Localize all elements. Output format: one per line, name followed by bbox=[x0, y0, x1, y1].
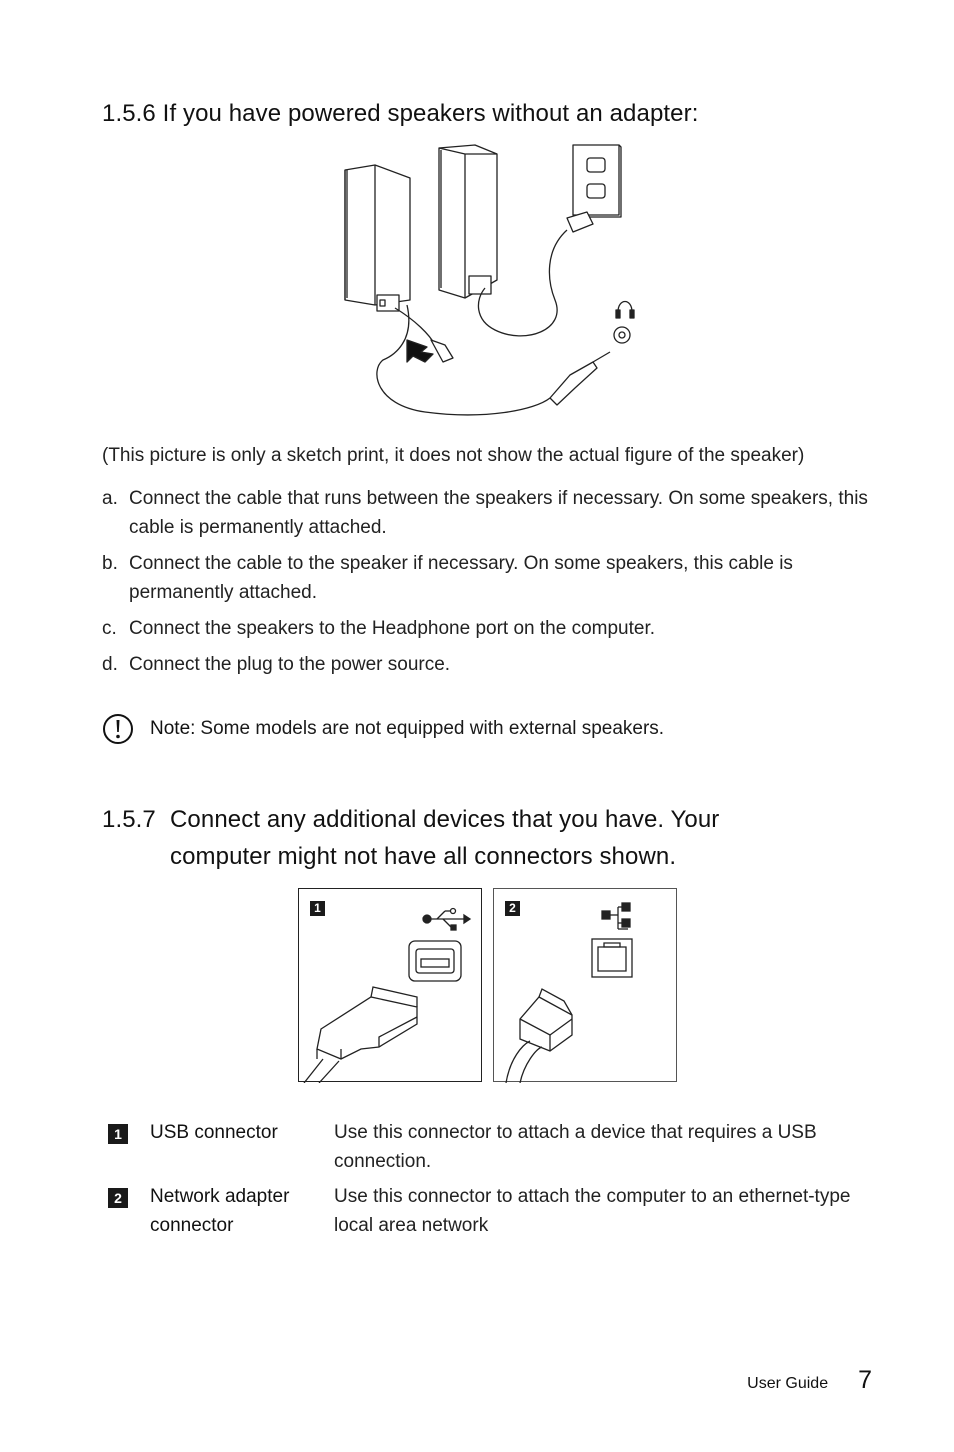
figure-badge: 1 bbox=[310, 901, 325, 916]
network-connector-figure bbox=[493, 888, 677, 1082]
step-letter: b. bbox=[102, 553, 118, 574]
speaker-illustration bbox=[335, 140, 645, 420]
legend-badge: 1 bbox=[108, 1124, 128, 1144]
exclamation-circle-icon bbox=[102, 713, 134, 745]
page-number: 7 bbox=[858, 1366, 872, 1394]
legend-name bbox=[128, 1118, 334, 1176]
section-heading-1-5-6 bbox=[102, 100, 698, 128]
note-text: Some models are not equipped with external speakers. bbox=[200, 718, 665, 739]
step-letter: d. bbox=[102, 654, 118, 675]
section-title-line1: Connect any additional devices that you have. Your bbox=[170, 806, 720, 833]
step-item bbox=[102, 484, 882, 542]
legend-row bbox=[108, 1118, 868, 1176]
figure-caption: (This picture is only a sketch print, it does not show the actual figure of the speaker) bbox=[102, 445, 805, 466]
legend-name-line2: connector bbox=[150, 1215, 234, 1236]
section-title: If you have powered speakers without an adapter: bbox=[162, 100, 699, 127]
step-item bbox=[102, 549, 882, 607]
legend-row bbox=[108, 1182, 868, 1240]
legend-badge: 2 bbox=[108, 1188, 128, 1208]
page-footer bbox=[747, 1366, 872, 1395]
step-letter: c. bbox=[102, 618, 117, 639]
legend-name-line1: Network adapter bbox=[150, 1186, 290, 1207]
note-label: Note: bbox=[150, 718, 196, 739]
section-number: 1.5.6 bbox=[102, 100, 156, 127]
note bbox=[102, 713, 664, 745]
step-text: Connect the plug to the power source. bbox=[129, 654, 451, 675]
connector-legend bbox=[108, 1118, 868, 1246]
step-text: Connect the speakers to the Headphone port on the computer. bbox=[129, 618, 656, 639]
section-title-line2: computer might not have all connectors shown. bbox=[170, 843, 677, 870]
figure-badge: 2 bbox=[505, 901, 520, 916]
step-list bbox=[102, 484, 882, 686]
step-item bbox=[102, 650, 882, 679]
step-item bbox=[102, 614, 882, 643]
legend-name bbox=[128, 1182, 334, 1240]
legend-name-line1: USB connector bbox=[150, 1122, 278, 1143]
section-heading-1-5-7 bbox=[102, 801, 719, 875]
section-number: 1.5.7 bbox=[102, 806, 156, 833]
usb-connector-figure bbox=[298, 888, 482, 1082]
legend-desc: Use this connector to attach a device that requires a USB connection. bbox=[334, 1122, 817, 1172]
step-letter: a. bbox=[102, 488, 118, 509]
footer-label: User Guide bbox=[747, 1375, 829, 1392]
step-text: Connect the cable that runs between the speakers if necessary. On some speakers, this cable is permanently attached. bbox=[129, 488, 868, 538]
legend-desc: Use this connector to attach the computer to an ethernet-type local area network bbox=[334, 1186, 851, 1236]
step-text: Connect the cable to the speaker if necessary. On some speakers, this cable is permanently attached. bbox=[129, 553, 793, 603]
